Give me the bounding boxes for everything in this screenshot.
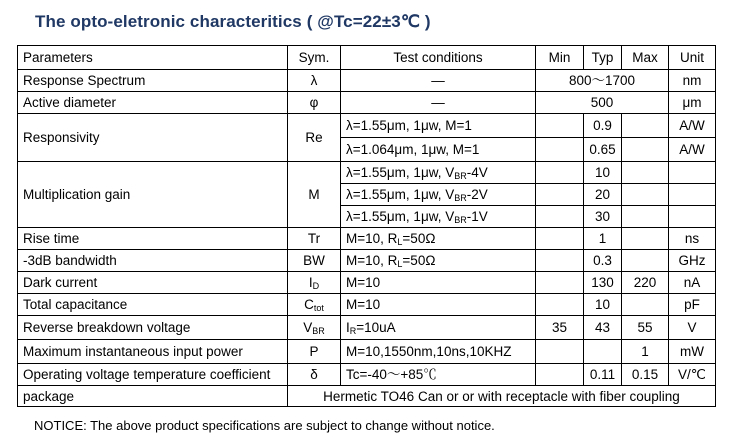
max-cell: 55 xyxy=(622,316,669,340)
symbol-cell: λ xyxy=(288,70,341,92)
param-cell: Active diameter xyxy=(18,92,288,114)
row-responsivity-1 xyxy=(18,114,716,138)
min-cell xyxy=(536,138,584,162)
header-unit: Unit xyxy=(669,46,716,70)
condition-suffix: =50Ω xyxy=(402,231,436,246)
symbol-cell xyxy=(288,272,341,294)
symbol-cell: Tr xyxy=(288,228,341,250)
max-cell xyxy=(622,206,669,228)
condition-cell: — xyxy=(341,92,536,114)
condition-cell xyxy=(341,250,536,272)
unit-cell: GHz xyxy=(669,250,716,272)
symbol-text: C xyxy=(304,297,314,312)
condition-suffix: =50Ω xyxy=(402,253,436,268)
condition-text: M=10, R xyxy=(346,231,398,246)
condition-cell xyxy=(341,162,536,184)
typ-cell: 130 xyxy=(584,272,622,294)
unit-cell: nm xyxy=(669,70,716,92)
condition-subscript: BR xyxy=(454,171,467,181)
range-cell: 800～1700 xyxy=(536,70,669,92)
min-cell xyxy=(536,228,584,250)
condition-text: λ=1.55μm, 1μw, V xyxy=(346,209,455,224)
row-breakdown-voltage xyxy=(18,316,716,340)
condition-cell: λ=1.064μm, 1μw, M=1 xyxy=(341,138,536,162)
row-package xyxy=(18,386,716,407)
condition-cell xyxy=(341,206,536,228)
param-cell: Operating voltage temperature coefficient xyxy=(18,364,288,386)
max-cell: 1 xyxy=(622,340,669,364)
max-cell xyxy=(622,114,669,138)
row-temp-coefficient xyxy=(18,364,716,386)
condition-subscript: L xyxy=(397,259,403,269)
unit-cell: V/℃ xyxy=(669,364,716,386)
unit-cell xyxy=(669,162,716,184)
param-cell: Rise time xyxy=(18,228,288,250)
condition-subscript: L xyxy=(397,237,403,247)
condition-text: λ=1.55μm, 1μw, V xyxy=(346,165,455,180)
unit-cell: A/W xyxy=(669,114,716,138)
max-cell xyxy=(622,138,669,162)
typ-cell: 0.11 xyxy=(584,364,622,386)
condition-cell: M=10,1550nm,10ns,10KHZ xyxy=(341,340,536,364)
condition-cell: — xyxy=(341,70,536,92)
condition-subscript: BR xyxy=(454,193,467,203)
symbol-cell xyxy=(288,316,341,340)
param-cell: Response Spectrum xyxy=(18,70,288,92)
condition-cell: M=10 xyxy=(341,294,536,316)
param-cell: Responsivity xyxy=(18,114,288,162)
param-cell: Maximum instantaneous input power xyxy=(18,340,288,364)
max-cell xyxy=(622,250,669,272)
condition-suffix: -4V xyxy=(466,165,488,180)
param-cell: Dark current xyxy=(18,272,288,294)
notice-text: NOTICE: The above product specifications are subject to change without notice. xyxy=(34,418,495,433)
min-cell xyxy=(536,294,584,316)
condition-suffix: =10uA xyxy=(356,320,396,335)
condition-cell xyxy=(341,316,536,340)
unit-cell: μm xyxy=(669,92,716,114)
symbol-text: V xyxy=(303,320,313,335)
condition-cell: Tc=-40～+85℃ xyxy=(341,364,536,386)
symbol-cell xyxy=(288,294,341,316)
header-parameters: Parameters xyxy=(18,46,288,70)
typ-cell: 43 xyxy=(584,316,622,340)
header-test-conditions: Test conditions xyxy=(341,46,536,70)
min-cell xyxy=(536,114,584,138)
unit-cell: V xyxy=(669,316,716,340)
symbol-cell: Re xyxy=(288,114,341,162)
condition-text: M=10, R xyxy=(346,253,398,268)
row-max-input-power xyxy=(18,340,716,364)
condition-cell xyxy=(341,228,536,250)
typ-cell: 30 xyxy=(584,206,622,228)
condition-cell: λ=1.55μm, 1μw, M=1 xyxy=(341,114,536,138)
condition-suffix: -2V xyxy=(466,187,488,202)
min-cell xyxy=(536,250,584,272)
condition-cell: M=10 xyxy=(341,272,536,294)
min-cell xyxy=(536,272,584,294)
unit-cell: ns xyxy=(669,228,716,250)
param-cell: Total capacitance xyxy=(18,294,288,316)
min-cell: 35 xyxy=(536,316,584,340)
page-title: The opto-eletronic characteritics ( @Tc=22±3℃ ) xyxy=(35,12,431,31)
condition-cell xyxy=(341,184,536,206)
symbol-cell: φ xyxy=(288,92,341,114)
max-cell xyxy=(622,162,669,184)
header-max: Max xyxy=(622,46,669,70)
min-cell xyxy=(536,184,584,206)
condition-suffix: -1V xyxy=(466,209,488,224)
max-cell xyxy=(622,184,669,206)
min-cell xyxy=(536,162,584,184)
unit-cell xyxy=(669,206,716,228)
row-rise-time xyxy=(18,228,716,250)
header-symbol: Sym. xyxy=(288,46,341,70)
param-cell: -3dB bandwidth xyxy=(18,250,288,272)
row-dark-current xyxy=(18,272,716,294)
condition-text: λ=1.55μm, 1μw, V xyxy=(346,187,455,202)
header-typ: Typ xyxy=(584,46,622,70)
typ-cell: 10 xyxy=(584,294,622,316)
symbol-subscript: tot xyxy=(313,303,324,313)
spec-table xyxy=(17,45,716,407)
typ-cell: 10 xyxy=(584,162,622,184)
typ-cell: 0.3 xyxy=(584,250,622,272)
symbol-cell: BW xyxy=(288,250,341,272)
min-cell xyxy=(536,206,584,228)
table-header-row xyxy=(18,46,716,70)
max-cell xyxy=(622,294,669,316)
max-cell xyxy=(622,228,669,250)
symbol-cell: M xyxy=(288,162,341,228)
condition-subscript: R xyxy=(349,326,357,336)
param-cell: Reverse breakdown voltage xyxy=(18,316,288,340)
param-cell: package xyxy=(18,386,288,407)
row-bandwidth xyxy=(18,250,716,272)
typ-cell xyxy=(584,340,622,364)
unit-cell: mW xyxy=(669,340,716,364)
row-capacitance xyxy=(18,294,716,316)
symbol-cell: δ xyxy=(288,364,341,386)
condition-text: I xyxy=(346,320,350,335)
typ-cell: 1 xyxy=(584,228,622,250)
unit-cell: A/W xyxy=(669,138,716,162)
symbol-subscript: BR xyxy=(312,326,325,336)
header-min: Min xyxy=(536,46,584,70)
unit-cell xyxy=(669,184,716,206)
row-response-spectrum xyxy=(18,70,716,92)
package-value-cell: Hermetic TO46 Can or or with receptacle with fiber coupling xyxy=(288,386,716,407)
typ-cell: 500 xyxy=(536,92,669,114)
symbol-text: I xyxy=(308,275,313,290)
row-gain-1 xyxy=(18,162,716,184)
row-active-diameter xyxy=(18,92,716,114)
typ-cell: 0.65 xyxy=(584,138,622,162)
unit-cell: pF xyxy=(669,294,716,316)
max-cell: 220 xyxy=(622,272,669,294)
symbol-subscript: D xyxy=(312,281,320,291)
symbol-cell: P xyxy=(288,340,341,364)
min-cell xyxy=(536,340,584,364)
typ-cell: 20 xyxy=(584,184,622,206)
unit-cell: nA xyxy=(669,272,716,294)
condition-subscript: BR xyxy=(454,215,467,225)
min-cell xyxy=(536,364,584,386)
typ-cell: 0.9 xyxy=(584,114,622,138)
max-cell: 0.15 xyxy=(622,364,669,386)
param-cell: Multiplication gain xyxy=(18,162,288,228)
